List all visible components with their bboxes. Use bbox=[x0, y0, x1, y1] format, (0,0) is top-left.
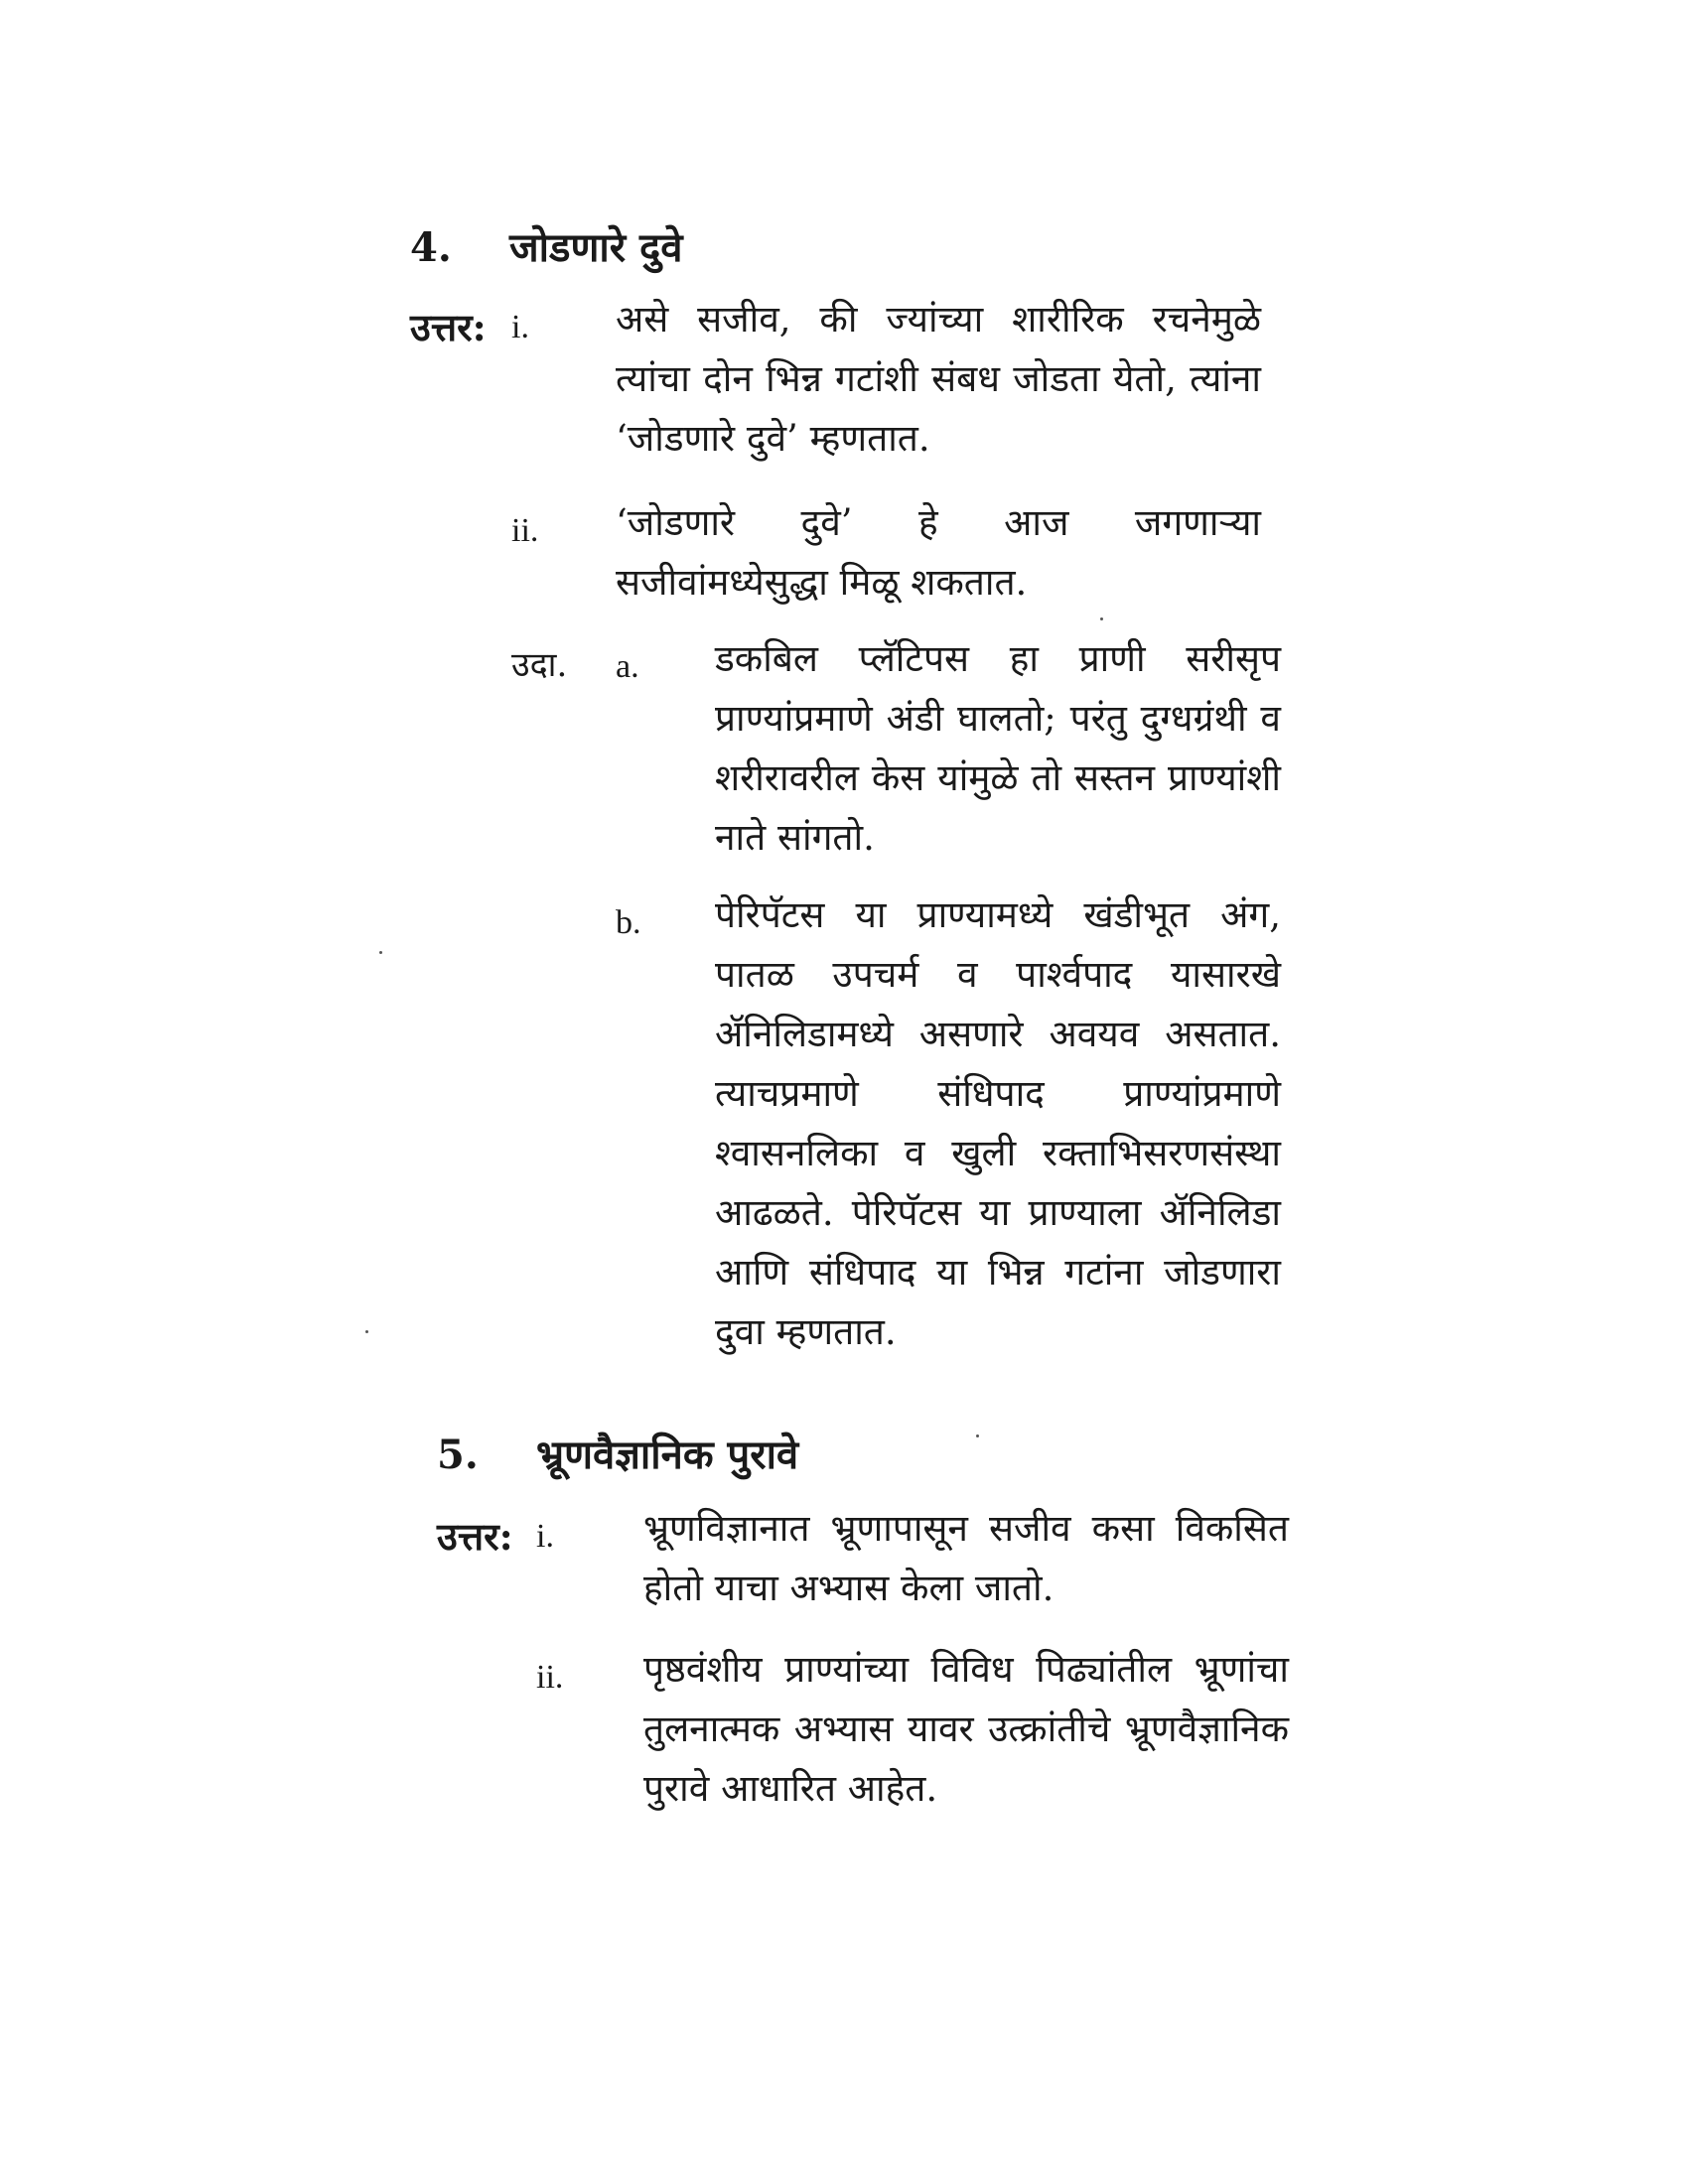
section-4-item-2-marker: ii. bbox=[511, 512, 539, 549]
example-a-marker: a. bbox=[616, 648, 639, 685]
example-b-text: पेरिपॅटस या प्राण्यामध्ये खंडीभूत अंग, पातळ उपचर्म व पार्श्वपाद यासारखे ॲनिलिडामध्ये असणारे अवयव असतात. त्याचप्रमाणे संधिपाद प्राण्यांप्रमाणे श्वासनलिका व खुली रक्ताभिसरणसंस्था आढळते. पेरिपॅटस या प्राण्याला ॲनिलिडा आणि संधिपाद या भिन्न गटांना जोडणारा दुवा म्हणतात. bbox=[715, 893, 1281, 1353]
section-4-item-1-marker: i. bbox=[511, 309, 529, 345]
section-5-answer-label: उत्तर: bbox=[437, 1514, 513, 1559]
section-5-title: भ्रूणवैज्ञानिक पुरावे bbox=[536, 1432, 799, 1478]
section-4-title: जोडणारे दुवे bbox=[509, 224, 683, 271]
example-label: उदा. bbox=[511, 645, 568, 685]
example-b-marker: b. bbox=[616, 904, 641, 941]
section-4-item-2-text: ‘जोडणारे दुवे’ हे आज जगणाऱ्या सजीवांमध्येसुद्धा मिळू शकतात. bbox=[616, 501, 1261, 604]
scan-speck bbox=[379, 951, 382, 954]
section-5-item-1-marker: i. bbox=[536, 1518, 554, 1555]
section-4-number: 4. bbox=[410, 224, 452, 271]
section-4-item-1-text: असे सजीव, की ज्यांच्या शारीरिक रचनेमुळे त्यांचा दोन भिन्न गटांशी संबध जोडता येतो, त्यांना ‘जोडणारे दुवे’ म्हणतात. bbox=[616, 298, 1261, 460]
section-5-heading bbox=[437, 1428, 798, 1483]
section-4-answer-label: उत्तर: bbox=[410, 305, 487, 349]
section-5-item-1-text: भ्रूणविज्ञानात भ्रूणापासून सजीव कसा विकसित होतो याचा अभ्यास केला जातो. bbox=[643, 1507, 1289, 1609]
scan-speck bbox=[976, 1434, 979, 1437]
scan-speck bbox=[1100, 617, 1103, 620]
scan-speck bbox=[365, 1330, 368, 1333]
section-5-item-2-text: पृष्ठवंशीय प्राण्यांच्या विविध पिढ्यांतील भ्रूणांचा तुलनात्मक अभ्यास यावर उत्क्रांतीचे भ्रूणवैज्ञानिक पुरावे आधारित आहेत. bbox=[643, 1648, 1289, 1810]
section-4-heading bbox=[410, 220, 683, 276]
example-a-text: डकबिल प्लॅटिपस हा प्राणी सरीसृप प्राण्यांप्रमाणे अंडी घालतो; परंतु दुग्धग्रंथी व शरीरावरील केस यांमुळे तो सस्तन प्राण्यांशी नाते सांगतो. bbox=[715, 637, 1281, 859]
section-5-number: 5. bbox=[437, 1432, 479, 1478]
section-5-item-2-marker: ii. bbox=[536, 1659, 564, 1696]
